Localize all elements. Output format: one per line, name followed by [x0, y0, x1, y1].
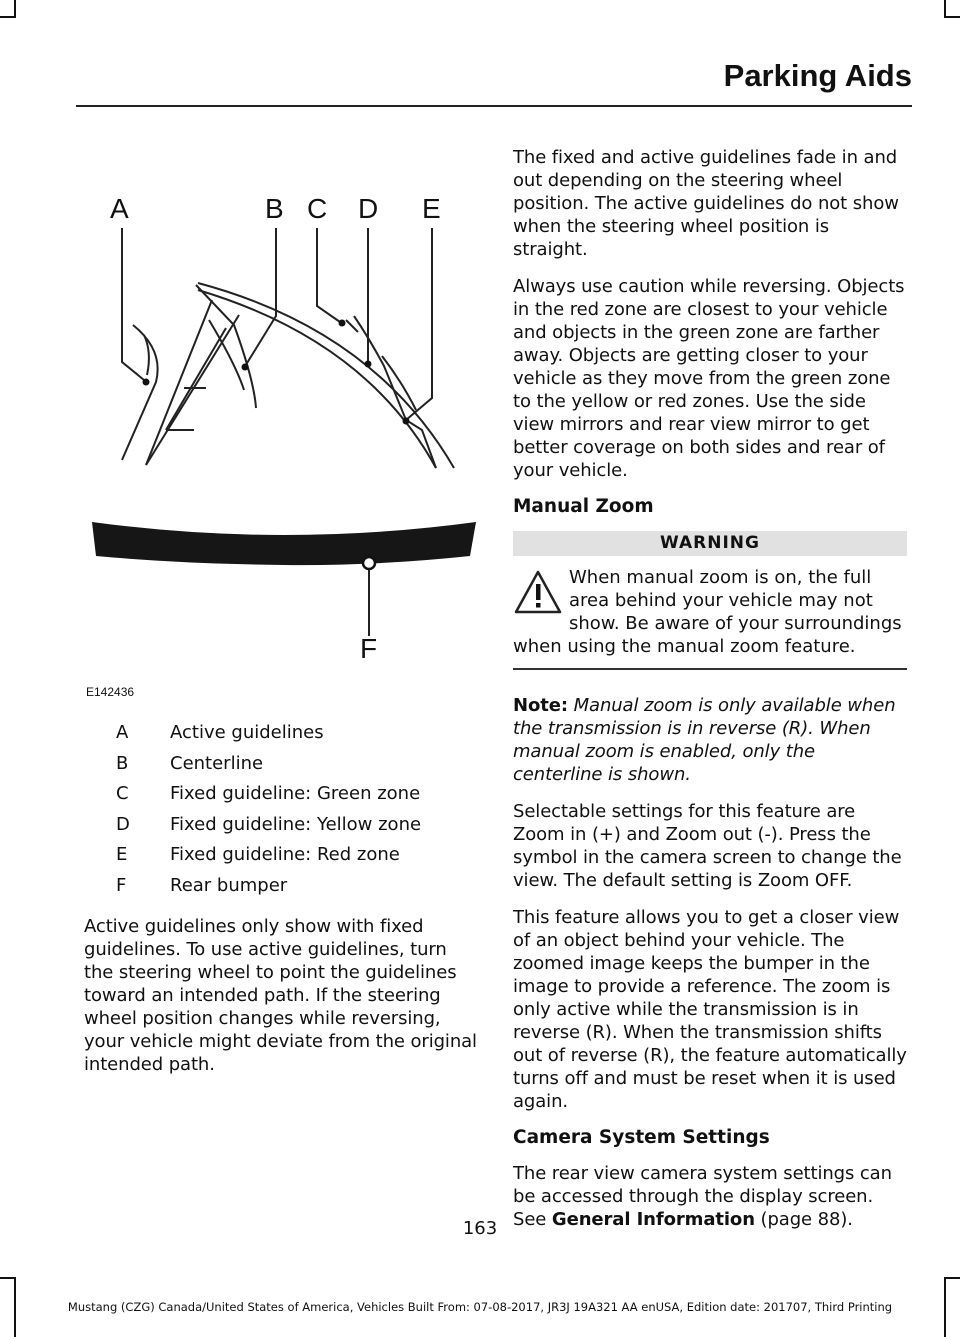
crop-mark [0, 1277, 16, 1279]
label-c: C [307, 193, 328, 224]
legend-text: Fixed guideline: Yellow zone [170, 813, 422, 835]
legend-text: Fixed guideline: Red zone [170, 844, 400, 865]
label-f: F [360, 633, 378, 664]
dot-a [143, 379, 150, 386]
heading-camera-settings: Camera System Settings [513, 1127, 770, 1148]
paragraph-zoom-feature: This feature allows you to get a closer view of an object behind your vehicle. The zoomed image keeps the bumper in the image to provide a reference. The zoom is only active while the transmission is in reverse (R). When the transmission shifts out of reverse (R), the feature automatically turns off and must be reset when it is used again. [513, 907, 907, 1112]
warning-text: When manual zoom is on, the full area behind your vehicle may not show. Be aware of your surroundings when using the manual zoom feature. [513, 567, 902, 657]
fixed-guideline-outer [198, 283, 454, 468]
page-title: Parking Aids [723, 58, 912, 93]
legend-letter: B [116, 752, 129, 774]
page-number: 163 [462, 1218, 498, 1239]
crop-mark [944, 1277, 960, 1279]
dot-c [339, 320, 346, 327]
dot-e [403, 418, 410, 425]
note [513, 694, 907, 786]
guidelines-diagram [84, 120, 478, 710]
leader-a [122, 228, 144, 380]
active-fan-2 [166, 328, 226, 430]
label-e: E [422, 193, 441, 224]
general-information-link[interactable]: General Information [551, 1209, 755, 1230]
footer-text: Mustang (CZG) Canada/United States of America, Vehicles Built From: 07-08-2017, JR3J 19A321 AA enUSA, Edition date: 201707, Third Printing [67, 1300, 893, 1314]
legend-text: Centerline [170, 752, 264, 774]
camera-settings-text: The rear view camera system settings can be accessed through the display screen. See [513, 1163, 892, 1230]
warning-box [513, 566, 907, 658]
fixed-guideline-inner [198, 290, 436, 468]
leader-c [317, 228, 340, 322]
leader-b [244, 228, 276, 368]
page-reference: (page 88). [760, 1209, 853, 1230]
centerline-outer [196, 285, 256, 408]
active-fan-1 [146, 315, 239, 465]
label-d: D [358, 193, 379, 224]
legend-text: Active guidelines [170, 722, 324, 743]
dot-d [365, 361, 372, 368]
legend-row [84, 753, 478, 784]
legend-letter: E [116, 844, 128, 865]
warning-triangle-icon [513, 566, 563, 621]
crop-mark [0, 16, 16, 18]
legend-row [84, 844, 478, 875]
active-guideline-left [122, 325, 158, 460]
warning-divider [513, 668, 907, 670]
dot-b [242, 364, 249, 371]
legend-row [84, 783, 478, 814]
paragraph-fade: The fixed and active guidelines fade in and out depending on the steering wheel position. The active guidelines do not show when the steering wheel position is straight. [513, 147, 899, 260]
figure-code: E142436 [86, 685, 135, 699]
legend-letter: C [116, 783, 129, 804]
header-divider [76, 105, 912, 107]
crop-mark [944, 16, 960, 18]
note-text: Manual zoom is only available when the transmission is in reverse (R). When manual zoom is enabled, only the centerline is shown. [513, 695, 896, 785]
diagram-legend [84, 722, 478, 905]
legend-row [84, 814, 478, 845]
legend-row [84, 875, 478, 906]
rear-bumper [92, 522, 476, 565]
leader-e [406, 228, 432, 420]
label-b: B [265, 193, 284, 224]
legend-row [84, 722, 478, 753]
legend-letter: A [116, 722, 129, 743]
heading-manual-zoom: Manual Zoom [513, 496, 654, 517]
legend-text: Rear bumper [170, 874, 288, 896]
label-a: A [110, 193, 129, 224]
warning-title: WARNING [513, 531, 907, 556]
note-label: Note: [513, 695, 568, 716]
paragraph-caution: Always use caution while reversing. Objects in the red zone are closest to your vehicle and objects in the green zone are farther away. Objects are getting closer to your vehicle as they move from the green zone to the yellow or red zones. Use the side view mirrors and rear view mirror to get better coverage on both sides and rear of your vehicle. [513, 276, 905, 481]
legend-letter: D [116, 813, 130, 835]
legend-text: Fixed guideline: Green zone [170, 783, 421, 804]
paragraph-zoom-settings: Selectable settings for this feature are Zoom in (+) and Zoom out (-). Press the symbol in the camera screen to change the view. The default setting is Zoom OFF. [513, 801, 902, 891]
active-guidelines-paragraph: Active guidelines only show with fixed guidelines. To use active guidelines, turn the steering wheel to point the guidelines toward an intended path. If the steering wheel position changes while reversing, your vehicle might deviate from the original intended path. [84, 916, 477, 1075]
legend-letter: F [116, 874, 127, 896]
right-column [513, 146, 907, 1245]
bumper-marker [363, 557, 375, 569]
